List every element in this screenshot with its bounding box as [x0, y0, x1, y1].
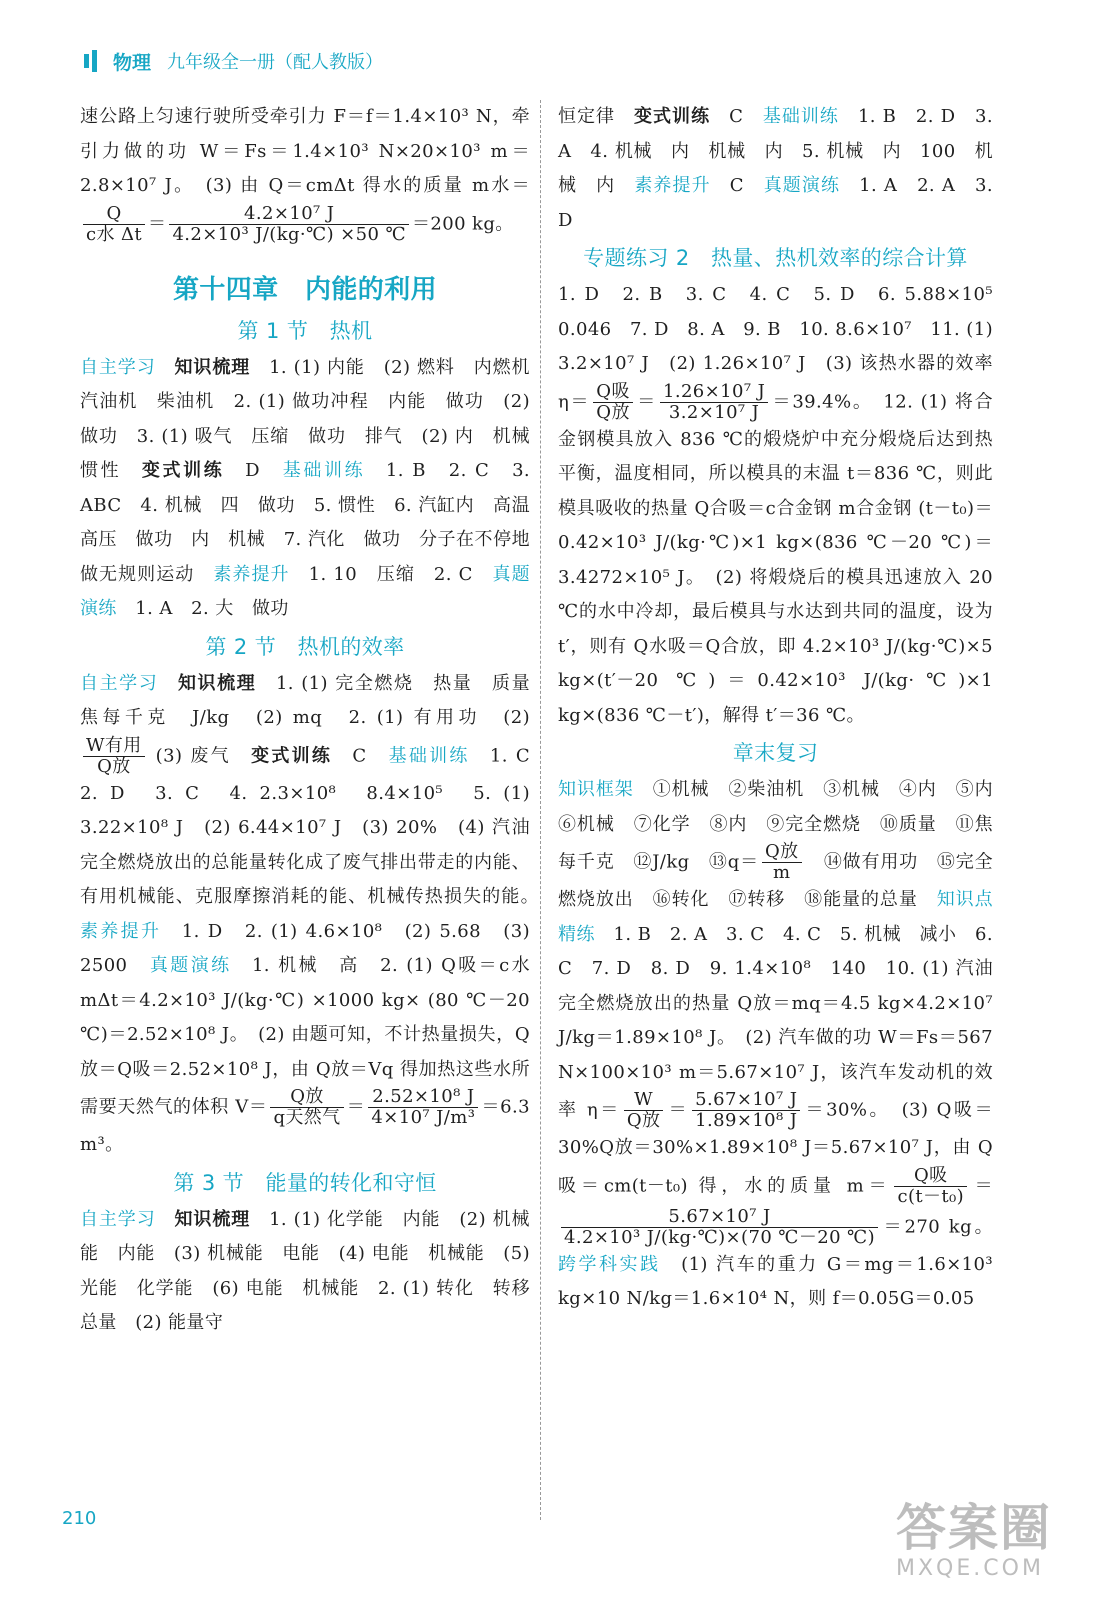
page-number: 210	[62, 1508, 97, 1529]
fraction: $\frac{\text{5.67×10⁷ J}}{\text{1.89×10⁸ J}}$	[692, 1090, 800, 1131]
tag: 素养提升	[213, 563, 290, 585]
header-bars-icon	[84, 50, 97, 72]
tag: 基础训练	[282, 460, 366, 481]
answer-paragraph: 自主学习 知识梳理 1. (1) 化学能 内能 (2) 机械能 内能 (3) 机械能 电能 (4) 电能 机械能 (5) 光能 化学能 (6) 电能 机械能 2. (1) 转化 转移 总量 (2) 能量守	[80, 1208, 549, 1333]
answer-paragraph: 自主学习 知识梳理 1. (1) 内能 (2) 燃料 内燃机 汽油机 柴油机 2. (1) 做功冲程 内能 做功 (2) 做功 3. (1) 吸气 压缩 做功 排气 (2) 内 机械 惯性 变式训练 D 基础训练 1. B 2. C 3. ABC 4. 机械 四 做功 5. 惯性 6. 汽缸内 高温高压 做功 内 机械 7. 汽化 做功 分子在不停地做无规则运动 素养提升 1. 10 压缩 2. C 真题演练 1. A 2. 大 做功	[80, 356, 549, 619]
right-column	[558, 100, 1012, 1317]
special-practice-title: 专题练习 2 热量、热机效率的综合计算	[583, 246, 968, 270]
tag: 自主学习	[80, 356, 156, 378]
column-divider	[540, 100, 541, 1520]
tag: 知识框架	[558, 779, 634, 800]
fraction: $\frac{Q}{\text{c水 Δt}}$	[83, 204, 145, 245]
answer-paragraph: 恒定律 变式训练 C 基础训练 1. B 2. D 3. A 4. 机械 内 机械 内 5. 机械 内 100 机械 内 素养提升 C 真题演练 1. A 2. A 3. D	[558, 106, 994, 231]
left-column	[80, 100, 549, 1341]
section-title-3: 第 3 节 能量的转化和守恒	[173, 1170, 437, 1195]
fraction: $\frac{\text{Q放}}{\text{q天然气}}$	[270, 1087, 343, 1128]
tag: 知识梳理	[174, 356, 251, 378]
section-title-1: 第 1 节 热机	[237, 318, 373, 343]
tag: 跨学科实践	[558, 1253, 661, 1275]
tag: 素养提升	[80, 920, 162, 942]
tag: 自主学习	[80, 1208, 156, 1230]
fraction: $\frac{W}{\text{Q放}}$	[624, 1090, 664, 1131]
fraction: $\frac{\text{W有用}}{\text{Q放}}$	[83, 736, 145, 777]
watermark-logo: 答案圈 MXQE.COM	[896, 1499, 1052, 1581]
tag: 变式训练	[634, 106, 711, 127]
tag: 素养提升	[634, 175, 711, 196]
fraction: $\frac{\text{1.26×10⁷ J}}{\text{3.2×10⁷ J}}$	[660, 382, 768, 423]
tag: 变式训练	[141, 460, 225, 481]
answer-paragraph: 自主学习 知识梳理 1. (1) 完全燃烧 热量 质量 焦每千克 J/kg (2) mq 2. (1) 有用功 (2) $\frac{\text{W有用}}{\text{Q放}}$ (3) 废气 变式训练 C 基础训练 1. C 2. D 3. C 4. 2.3×10⁸ 8.4×10⁵ 5. (1) 3.22×10⁸ J (2) 6.44×10⁷ J (3) 20% (4) 汽油完全燃烧放出的总能量转化成了废气排出带走的内能、有用机械能、克服摩擦消耗的能、机械传热损失的能。 素养提升 1. D 2. (1) 4.6×10⁸ (2) 5.68 (3) 2500 真题演练 1. 机械 高 2. (1) Q吸＝c水 mΔt＝4.2×10³ J/(kg·℃) ×1000 kg× (80 ℃－20 ℃)＝2.52×10⁸ J。 (2) 由题可知，不计热量损失，Q放＝Q吸＝2.52×10⁸ J，由 Q放＝Vq 得加热这些水所需要天然气的体积 V＝ $\frac{\text{Q放}}{\text{q天然气}}$ ＝ $\frac{\text{2.52×10⁸ J}}{\text{4×10⁷ J/m³}}$ ＝6.3 m³。	[80, 672, 549, 1155]
chapter-title: 第十四章 内能的利用	[172, 274, 437, 305]
fraction: $\frac{\text{5.67×10⁷ J}}{\text{4.2×10³ J/(kg·℃)×(70 ℃－20 ℃)}}$	[561, 1207, 878, 1248]
fraction: $\frac{\text{Q吸}}{\text{c(t－t₀)}}$	[894, 1166, 967, 1207]
page-header	[84, 44, 383, 78]
tag: 基础训练	[762, 106, 839, 127]
tag: 真题演练	[80, 563, 530, 619]
tag: 真题演练	[149, 955, 232, 976]
fraction: $\frac{\text{2.52×10⁸ J}}{\text{4×10⁷ J/m³}}$	[368, 1087, 478, 1128]
answer-paragraph: 1. D 2. B 3. C 4. C 5. D 6. 5.88×10⁵ 0.046 7. D 8. A 9. B 10. 8.6×10⁷ 11. (1) 3.2×10⁷ J (2) 1.26×10⁷ J (3) 该热水器的效率 η＝ $\frac{\text{Q吸}}{\text{Q放}}$ ＝ $\frac{\text{1.26×10⁷ J}}{\text{3.2×10⁷ J}}$ ＝39.4%。 12. (1) 将合金钢模具放入 836 ℃的煅烧炉中充分煅烧后达到热平衡，温度相同，所以模具的末温 t＝836 ℃，则此模具吸收的热量 Q合吸＝c合金钢 m合金钢 (t－t₀)＝0.42×10³ J/(kg·℃)×1 kg×(836 ℃－20 ℃)＝3.4272×10⁵ J。 (2) 将煅烧后的模具迅速放入 20 ℃的水中冷却，最后模具与水达到共同的温度，设为 t′，则有 Q水吸＝Q合放，即 4.2×10³ J/(kg·℃)×5 kg×(t′－20 ℃)＝0.42×10³ J/(kg·℃)×1 kg×(836 ℃－t′)，解得 t′＝36 ℃。	[558, 284, 1012, 726]
header-grade: 九年级全一册（配人教版）	[167, 52, 384, 73]
header-subject: 物理	[113, 51, 152, 74]
section-title-2: 第 2 节 热机的效率	[205, 634, 405, 659]
chapter-review-title: 章末复习	[732, 741, 819, 765]
fraction: $\frac{\text{4.2×10⁷ J}}{\text{4.2×10³ J/(kg·℃) ×50 ℃}}$	[169, 204, 409, 245]
tag: 知识梳理	[177, 672, 257, 694]
fraction: $\frac{\text{Q放}}{m}$	[762, 842, 802, 883]
tag: 变式训练	[251, 745, 333, 766]
answer-paragraph: 知识框架 ①机械 ②柴油机 ③机械 ④内 ⑤内 ⑥机械 ⑦化学 ⑧内 ⑨完全燃烧 ⑩质量 ⑪焦每千克 ⑫J/kg ⑬q＝ $\frac{\text{Q放}}{m}$ ⑭做有用功 ⑮完全燃烧放出 ⑯转化 ⑰转移 ⑱能量的总量 知识点精练 1. B 2. A 3. C 4. C 5. 机械 减小 6. C 7. D 8. D 9. 1.4×10⁸ 140 10. (1) 汽油完全燃烧放出的热量 Q放＝mq＝4.5 kg×4.2×10⁷ J/kg＝1.89×10⁸ J。 (2) 汽车做的功 W＝Fs＝567 N×100×10³ m＝5.67×10⁷ J，该汽车发动机的效率 η＝ $\frac{W}{\text{Q放}}$ ＝ $\frac{\text{5.67×10⁷ J}}{\text{1.89×10⁸ J}}$ ＝30%。 (3) Q吸＝30%Q放＝30%×1.89×10⁸ J＝5.67×10⁷ J，由 Q吸＝cm(t－t₀) 得，水的质量 m＝ $\frac{\text{Q吸}}{\text{c(t－t₀)}}$ ＝ $\frac{\text{5.67×10⁷ J}}{\text{4.2×10³ J/(kg·℃)×(70 ℃－20 ℃)}}$ ＝270 kg。 跨学科实践 (1) 汽车的重力 G＝mg＝1.6×10³ kg×10 N/kg＝1.6×10⁴ N，则 f＝0.05G＝0.05	[558, 779, 1012, 1309]
tag: 知识梳理	[174, 1208, 251, 1230]
tag: 真题演练	[763, 175, 841, 196]
tag: 自主学习	[80, 672, 159, 694]
tag: 基础训练	[388, 745, 470, 766]
tag: 知识点精练	[558, 889, 993, 945]
answer-paragraph: 速公路上匀速行驶所受牵引力 F＝f＝1.4×10³ N，牵引力做的功 W＝Fs＝1.4×10³ N×20×10³ m＝2.8×10⁷ J。 (3) 由 Q＝cmΔt 得水的质量 m水＝ $\frac{Q}{\text{c水 Δt}}$ ＝ $\frac{\text{4.2×10⁷ J}}{\text{4.2×10³ J/(kg·℃) ×50 ℃}}$ ＝200 kg。	[80, 106, 530, 245]
fraction: $\frac{\text{Q吸}}{\text{Q放}}$	[593, 382, 633, 423]
